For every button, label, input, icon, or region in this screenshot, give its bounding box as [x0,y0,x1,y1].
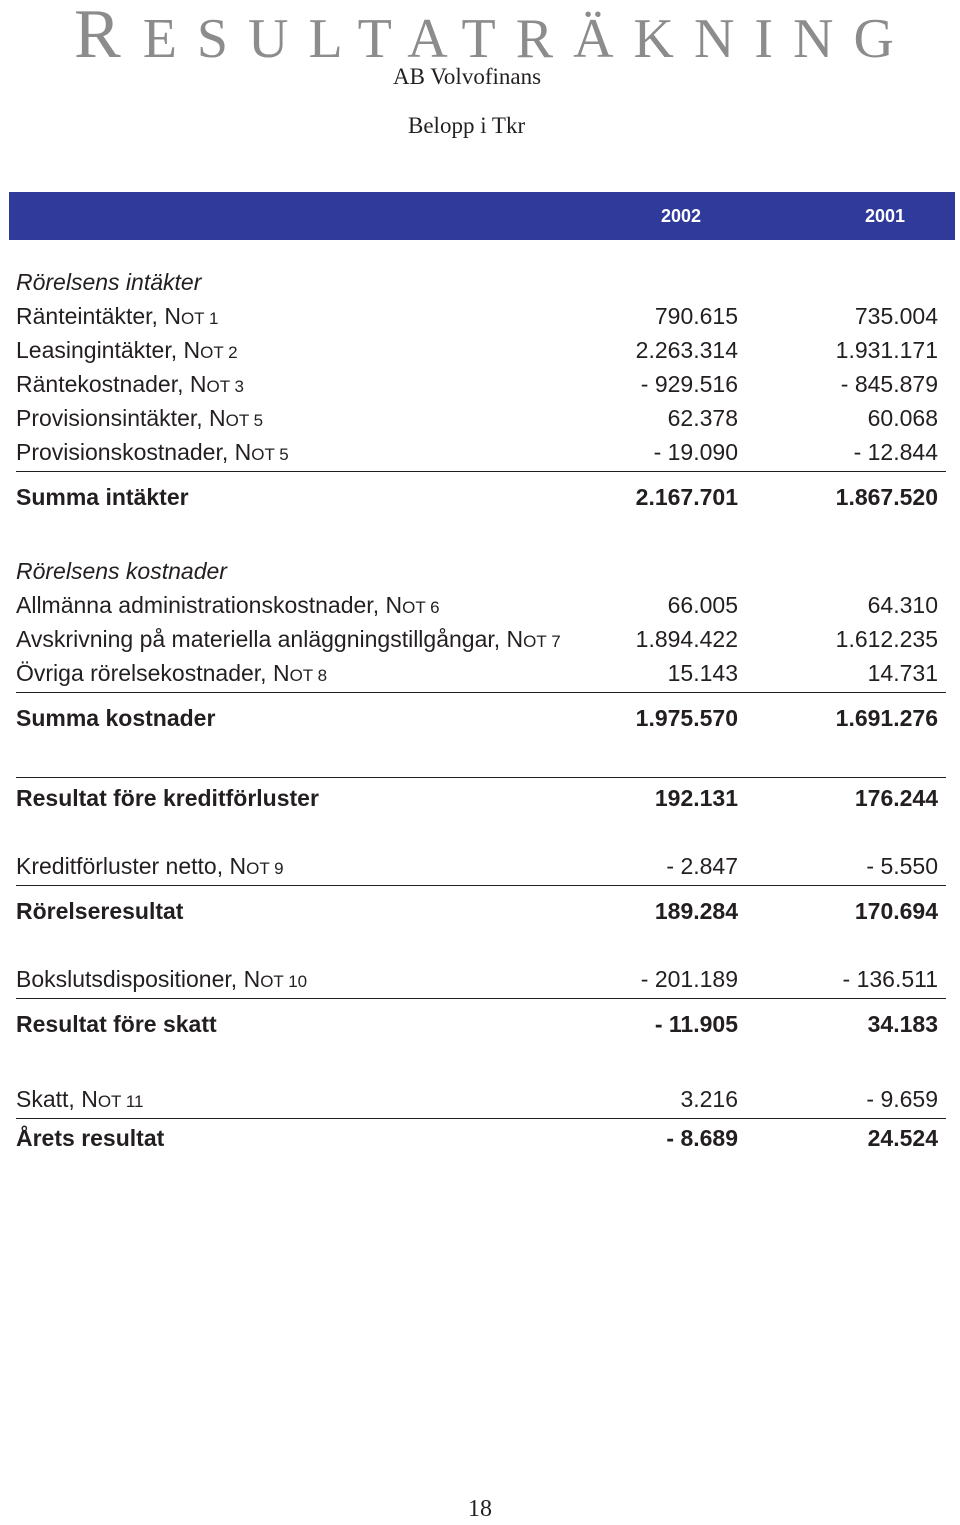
row-label: Ränteintäkter, NOT 1 [16,303,219,329]
row-label: Rörelseresultat [16,898,184,924]
value-2002: 189.284 [654,898,738,924]
value-2001: 1.931.171 [835,337,938,363]
value-2001: 60.068 [867,405,938,431]
result-before-tax-row [16,1009,946,1039]
value-2001: - 5.550 [866,853,938,879]
value-2002: - 8.689 [666,1125,738,1151]
value-2002: 62.378 [667,405,738,431]
value-2002: 1.894.422 [635,626,738,652]
value-2002: 15.143 [667,660,738,686]
value-2001: - 9.659 [866,1086,938,1112]
company-name: AB Volvofinans [393,64,542,89]
row-label: Skatt, NOT 11 [16,1086,144,1112]
divider [16,777,946,778]
net-result-row [16,1123,946,1153]
operating-result-row [16,896,946,926]
value-2001: 1.867.520 [835,484,938,510]
page-title: RESULTATRÄKNING [74,0,914,73]
table-row [16,301,946,331]
value-2001: 34.183 [867,1011,938,1037]
sum-row-costs [16,703,946,733]
value-2001: - 845.879 [840,371,938,397]
amount-unit: Belopp i Tkr [408,113,526,138]
row-label: Provisionsintäkter, NOT 5 [16,405,264,431]
tax-row [16,1084,946,1114]
value-2001: 1.612.235 [835,626,938,652]
row-label: Kreditförluster netto, NOT 9 [16,853,284,879]
value-2001: 14.731 [867,660,938,686]
value-2001: 170.694 [854,898,938,924]
divider [16,885,946,886]
table-row [16,590,946,620]
page-number: 18 [468,1496,492,1522]
value-2002: - 2.847 [666,853,738,879]
row-label: Summa intäkter [16,484,189,510]
table-row [16,369,946,399]
row-label: Resultat före skatt [16,1011,217,1037]
value-2001: - 12.844 [853,439,938,465]
row-label: Leasingintäkter, NOT 2 [16,337,238,363]
value-2002: - 19.090 [653,439,738,465]
section-heading-income: Rörelsens intäkter [16,269,202,295]
divider [16,692,946,693]
credit-losses-row [16,851,946,881]
divider [16,1118,946,1119]
value-2001: 64.310 [867,592,938,618]
value-2001: 176.244 [854,785,938,811]
value-2002: 2.167.701 [635,484,738,510]
appropriations-row [16,964,946,994]
row-label: Övriga rörelsekostnader, NOT 8 [16,660,328,686]
row-label: Avskrivning på materiella anläggningstillgångar, NOT 7 [16,626,561,652]
row-label: Allmänna administrationskostnader, NOT 6 [16,592,440,618]
value-2002: - 11.905 [654,1011,738,1037]
table-row [16,624,946,654]
value-2002: 3.216 [680,1086,738,1112]
year-2001-header: 2001 [864,206,905,226]
result-before-credit-row [16,783,946,813]
table-row [16,437,946,467]
value-2002: 66.005 [667,592,738,618]
value-2001: 1.691.276 [835,705,938,731]
row-label: Summa kostnader [16,705,216,731]
value-2001: - 136.511 [842,966,938,992]
value-2002: 790.615 [654,303,738,329]
row-label: Provisionskostnader, NOT 5 [16,439,289,465]
sum-row-income [16,482,946,512]
value-2002: - 929.516 [640,371,738,397]
divider [16,998,946,999]
column-header-bar [9,192,955,240]
table-row [16,403,946,433]
divider [16,471,946,472]
value-2002: 1.975.570 [635,705,738,731]
row-label: Årets resultat [16,1125,165,1151]
value-2002: - 201.189 [640,966,738,992]
value-2001: 735.004 [854,303,938,329]
row-label: Bokslutsdispositioner, NOT 10 [16,966,308,992]
table-row [16,335,946,365]
row-label: Räntekostnader, NOT 3 [16,371,245,397]
value-2002: 2.263.314 [635,337,738,363]
section-heading-costs: Rörelsens kostnader [16,558,227,584]
value-2002: 192.131 [654,785,738,811]
year-2002-header: 2002 [660,206,701,226]
value-2001: 24.524 [867,1125,938,1151]
table-row [16,658,946,688]
row-label: Resultat före kreditförluster [16,785,319,811]
